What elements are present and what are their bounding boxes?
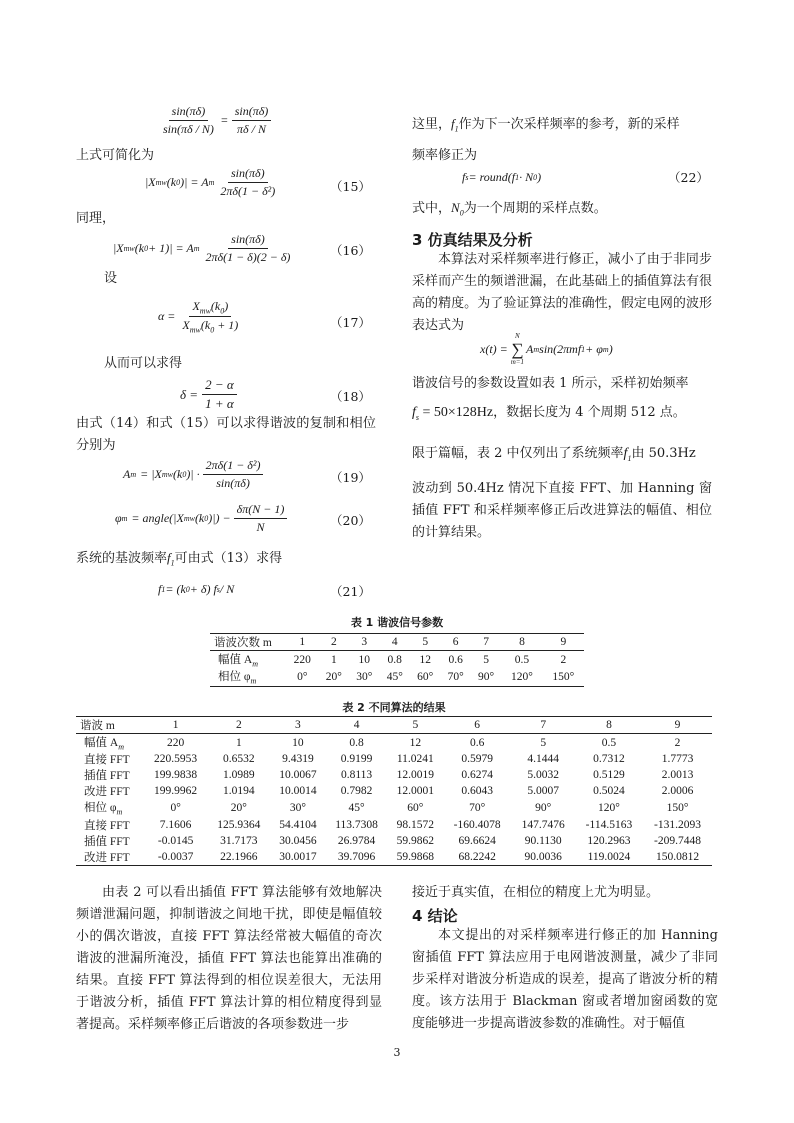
table-row-label: 幅值 $A_m$ bbox=[218, 654, 258, 669]
table-cell: 10.0014 bbox=[279, 785, 317, 798]
paragraph-discussion-cont: 接近于真实值，在相位的精度上尤为明显。 bbox=[412, 885, 660, 900]
table-cell: 0.8113 bbox=[340, 769, 373, 782]
table1-caption: 表 1 谐波信号参数 bbox=[350, 616, 444, 629]
table-header-cell: 4 bbox=[325, 717, 388, 734]
equation-16: |X mw (k 0 + 1)| = A m $\frac{\sin(\pi\delta)}{2\pi\delta(1 - \delta)(2 - \delta)}$ bbox=[113, 232, 291, 264]
table-row bbox=[76, 849, 712, 866]
table-row bbox=[76, 734, 712, 752]
table-row-label: 直接 FFT bbox=[84, 754, 130, 767]
table-cell: 70° bbox=[469, 801, 486, 814]
table-cell: 1 bbox=[235, 736, 242, 749]
table-cell: 5.0007 bbox=[527, 785, 560, 798]
equation-waveform: x(t) = N ∑ m=1 A m sin(2πmf 1 + φ m ) bbox=[480, 332, 613, 366]
table-header-cell: 1 bbox=[286, 634, 319, 651]
table-header-label: 谐波次数 m bbox=[210, 634, 286, 651]
table-cell: 22.1966 bbox=[207, 849, 270, 866]
table-cell: 113.7308 bbox=[335, 818, 378, 831]
table-cell: 150° bbox=[666, 801, 689, 814]
table-header-cell: 3 bbox=[349, 634, 379, 651]
table-header-cell: 7 bbox=[512, 717, 575, 734]
table-row bbox=[76, 799, 712, 816]
paragraph-results-intro: 波动到 50.4Hz 情况下直接 FFT、加 Hanning 窗插值 FFT 和采样频率修正后改进算法的幅值、相位的计算结果。 bbox=[412, 481, 712, 540]
table-cell: 90° bbox=[471, 668, 501, 686]
table-cell: 1.7773 bbox=[661, 753, 694, 766]
table-cell: 220.5953 bbox=[154, 753, 198, 766]
text-reference-line: 这里，$f_1$作为下一次采样频率的参考，新的采样 bbox=[412, 116, 680, 134]
table-row bbox=[76, 767, 712, 783]
table-cell: 90.0036 bbox=[512, 849, 575, 866]
table-cell: 26.9784 bbox=[337, 834, 376, 847]
table-cell: 1.0989 bbox=[223, 769, 255, 782]
table-cell: 0.6 bbox=[469, 736, 485, 749]
table-cell: 60° bbox=[407, 801, 424, 814]
table-row bbox=[76, 817, 712, 833]
table-cell: -209.7448 bbox=[654, 834, 702, 847]
table-cell: 5 bbox=[483, 653, 489, 666]
table2 bbox=[76, 716, 712, 866]
text-where: 式中，$N_0$为一个周期的采样点数。 bbox=[412, 200, 607, 218]
table-cell: 68.2242 bbox=[443, 849, 512, 866]
table-cell: 220 bbox=[166, 736, 185, 749]
table-cell: -160.4078 bbox=[453, 818, 501, 831]
equation-20: φ m = angle(|X mw (k 0 )|) − $\frac{\delta\pi(N - 1)}{N}$ bbox=[115, 502, 287, 535]
table-cell: 11.0241 bbox=[396, 753, 434, 766]
table-cell: 12.0019 bbox=[396, 769, 434, 782]
table-cell: -0.0145 bbox=[157, 834, 194, 847]
table-cell: 0.7312 bbox=[593, 753, 625, 766]
table-row bbox=[76, 833, 712, 849]
equation-number-15: （15） bbox=[330, 179, 371, 194]
table-cell: 90.1130 bbox=[524, 834, 562, 847]
table-row-label: 直接 FFT bbox=[84, 819, 130, 832]
equation-19: A m = |X mw (k 0 )| · $\frac{\text{2πδ(1 − δ²)}}{\sin(\pi\delta)}$ bbox=[123, 458, 263, 491]
table-header-cell: 5 bbox=[410, 634, 440, 651]
table-row-label: 相位 $\varphi_m$ bbox=[210, 668, 286, 686]
equation-number-20: （20） bbox=[330, 513, 371, 528]
table-header-cell: 7 bbox=[471, 634, 501, 651]
table-cell: 10.0067 bbox=[279, 769, 317, 782]
table-cell: 2 bbox=[560, 653, 567, 666]
table-header-cell: 1 bbox=[144, 717, 207, 734]
table-cell: 60° bbox=[410, 668, 440, 686]
table-cell: 0.5 bbox=[601, 736, 617, 749]
text-obtain: 从而可以求得 bbox=[104, 356, 183, 371]
table-cell: 30° bbox=[289, 801, 306, 814]
equation-number-17: （17） bbox=[330, 315, 371, 330]
equation-number-16: （16） bbox=[330, 243, 371, 258]
table-cell: 0.5 bbox=[514, 653, 530, 666]
table-header-label: 谐波 m bbox=[76, 717, 144, 734]
table-cell: 9.4319 bbox=[282, 753, 314, 766]
table-header-cell: 9 bbox=[543, 634, 584, 651]
table-header-cell: 8 bbox=[575, 717, 643, 734]
table-cell: 2.0006 bbox=[661, 785, 694, 798]
text-freq-correction: 频率修正为 bbox=[412, 148, 478, 163]
table-cell: 0.9199 bbox=[340, 753, 373, 766]
table-cell: 54.4104 bbox=[279, 818, 317, 831]
equation-17: α = $\frac{X_{mw}(k_0)}{X_{mw}(k_0 + 1)}$ bbox=[158, 299, 239, 335]
table-cell: 119.0024 bbox=[575, 849, 643, 866]
table-header-cell: 3 bbox=[270, 717, 325, 734]
table-cell: 5 bbox=[540, 736, 547, 749]
table-row bbox=[210, 651, 584, 669]
equation-18: δ = $\frac{2 - \alpha}{1 + \alpha}$ bbox=[180, 377, 237, 412]
table-cell: 69.6624 bbox=[458, 834, 496, 847]
table-cell: 147.7476 bbox=[521, 818, 565, 831]
table-row bbox=[210, 668, 584, 686]
table-cell: 12 bbox=[409, 736, 422, 749]
table-header-cell: 2 bbox=[207, 717, 270, 734]
table-cell: 0.8 bbox=[387, 653, 402, 666]
table-cell: 39.7096 bbox=[325, 849, 388, 866]
table-cell: 2.0013 bbox=[661, 769, 694, 782]
table-cell: 220 bbox=[293, 653, 311, 666]
text-fundamental: 系统的基波频率$f_1$可由式（13）求得 bbox=[76, 550, 283, 568]
table-cell: 199.9838 bbox=[154, 769, 198, 782]
table-cell: 98.1572 bbox=[396, 818, 434, 831]
table-cell: 0.6 bbox=[448, 653, 463, 666]
page-number: 3 bbox=[393, 1046, 401, 1059]
table-cell: 0.8 bbox=[349, 736, 364, 749]
text-table2-ref: 限于篇幅，表 2 中仅列出了系统频率$f_1$由 50.3Hz bbox=[412, 446, 696, 463]
table2-caption: 表 2 不同算法的结果 bbox=[342, 701, 446, 714]
table-cell: 20° bbox=[230, 801, 247, 814]
table-cell: 59.9862 bbox=[396, 834, 434, 847]
table-cell: 1 bbox=[330, 653, 337, 666]
text-simplify: 上式可简化为 bbox=[76, 148, 155, 163]
paragraph-amplitude-phase: 由式（14）和式（15）可以求得谐波的复制和相位分别为 bbox=[76, 416, 376, 453]
table-cell: 120.2963 bbox=[587, 834, 631, 847]
table-cell: 0° bbox=[286, 668, 319, 686]
equation-21: f 1 = (k 0 + δ) f s / N bbox=[158, 582, 235, 596]
paragraph-simulation: 本算法对采样频率进行修正，减小了由于非同步采样而产生的频谱泄漏，在此基础上的插值算法有很高的精度。为了验证算法的准确性，假定电网的波形表达式为 bbox=[412, 252, 712, 333]
equation-number-22: （22） bbox=[668, 170, 709, 185]
table-cell: 90° bbox=[535, 801, 552, 814]
table-header-row bbox=[76, 717, 712, 734]
table-cell: 30° bbox=[349, 668, 379, 686]
table-cell: 125.9364 bbox=[217, 818, 261, 831]
table-cell: 45° bbox=[348, 801, 365, 814]
table-cell: 30.0017 bbox=[270, 849, 325, 866]
equation-22: f s = round(f 1 · N 0 ) bbox=[462, 170, 542, 184]
table-cell: 12 bbox=[419, 653, 431, 666]
table-row bbox=[76, 751, 712, 767]
table-cell: 120° bbox=[501, 668, 542, 686]
table-cell: 5.0032 bbox=[527, 769, 560, 782]
text-same: 同理， bbox=[76, 211, 116, 226]
table-cell: -131.2093 bbox=[654, 818, 702, 831]
equation-number-18: （18） bbox=[330, 389, 371, 404]
table-cell: 120° bbox=[598, 801, 620, 814]
equation-sinc-ratio: $\frac{\sin(\pi\delta)}{\sin(\pi\delta / N)}$ = $\frac{\sin(\pi\delta)}{\pi\delta / N}$ bbox=[160, 104, 271, 137]
equation-number-19: （19） bbox=[330, 470, 371, 485]
table-cell: 0.5979 bbox=[461, 753, 493, 766]
table-cell: 0.5024 bbox=[593, 785, 625, 798]
equation-number-21: （21） bbox=[330, 584, 371, 599]
table-cell: 20° bbox=[319, 668, 349, 686]
table-cell: 4.1444 bbox=[527, 753, 560, 766]
table-cell: 1.0194 bbox=[223, 785, 255, 798]
table-row-label: 插值 FFT bbox=[84, 835, 130, 848]
table-cell: 150.0812 bbox=[643, 849, 712, 866]
table-cell: 0.6274 bbox=[461, 769, 493, 782]
table-row-label: 插值 FFT bbox=[84, 770, 130, 783]
table-cell: 0.6532 bbox=[223, 753, 255, 766]
paragraph-discussion: 由表 2 可以看出插值 FFT 算法能够有效地解决频谱泄漏问题，抑制谐波之间地干扰，即使是幅值较小的偶次谐波，直接 FFT 算法经常被大幅值的奇次谐波的泄漏所淹没，插值 FFT 算法也能算出准确的结果。直接 FFT 算法得到的相位误差很大，无法用于谐波分析，插值 FFT 算法计算的相位精度得到显著提高。采样频率修正后谐波的各项参数进一步 bbox=[76, 885, 382, 1032]
table-cell: 31.7173 bbox=[220, 834, 258, 847]
table-header-cell: 6 bbox=[440, 634, 470, 651]
table-cell: 70° bbox=[440, 668, 470, 686]
text-let: 设 bbox=[104, 271, 118, 286]
table-cell: 0.7982 bbox=[340, 785, 373, 798]
table-cell: 45° bbox=[380, 668, 410, 686]
table-row-label: 幅值 $A_m$ bbox=[84, 737, 124, 752]
equation-15: |X mw (k 0 )| = A m $\frac{\sin(\pi\delta)}{\text{2πδ(1 − δ²)}}$ bbox=[145, 166, 276, 198]
table-cell: 59.9868 bbox=[388, 849, 443, 866]
table-cell: 30.0456 bbox=[279, 834, 317, 847]
table-header-cell: 4 bbox=[380, 634, 410, 651]
table-cell: 0° bbox=[170, 801, 181, 814]
table-header-cell: 9 bbox=[643, 717, 712, 734]
table-cell: 150° bbox=[543, 668, 584, 686]
paragraph-conclusion: 本文提出的对采样频率进行修正的加 Hanning 窗插值 FFT 算法应用于电网谐波测量，减少了非同步采样对谐波分析造成的误差，提高了谐波分析的精度。该方法用于 Blackman 窗或者增加窗函数的宽度能够进一步提高谐波参数的准确性。对于幅值 bbox=[412, 928, 718, 1031]
table-header-cell: 5 bbox=[388, 717, 443, 734]
text-table1-ref: 谐波信号的参数设置如表 1 所示，采样初始频率 bbox=[412, 376, 689, 391]
table-cell: -114.5163 bbox=[585, 818, 633, 831]
table-cell: 10 bbox=[358, 653, 371, 666]
table-row-label: 改进 FFT bbox=[84, 786, 130, 799]
table-row bbox=[76, 783, 712, 799]
table-row-label: 相位 $\varphi_m$ bbox=[84, 802, 123, 817]
table-cell: 199.9962 bbox=[154, 785, 198, 798]
table-cell: 0.5129 bbox=[593, 769, 625, 782]
table-cell: 10 bbox=[292, 736, 304, 749]
table-cell: 12.0001 bbox=[396, 785, 434, 798]
table-header-row bbox=[210, 634, 584, 651]
table-header-cell: 2 bbox=[319, 634, 349, 651]
section-heading-4: 4 结论 bbox=[412, 907, 458, 925]
table-cell: 7.1606 bbox=[159, 818, 192, 831]
table-cell: 2 bbox=[674, 736, 681, 749]
table-cell: 0.6043 bbox=[461, 785, 493, 798]
table-cell: -0.0037 bbox=[144, 849, 207, 866]
table1 bbox=[210, 633, 584, 687]
section-heading-3: 3 仿真结果及分析 bbox=[412, 231, 533, 249]
table-row-label: 改进 FFT bbox=[76, 849, 144, 866]
table-header-cell: 6 bbox=[443, 717, 512, 734]
text-sampling-freq: $f_s = 50\times 128Hz$，数据长度为 4 个周期 512 点。 bbox=[412, 405, 686, 422]
table-header-cell: 8 bbox=[501, 634, 542, 651]
